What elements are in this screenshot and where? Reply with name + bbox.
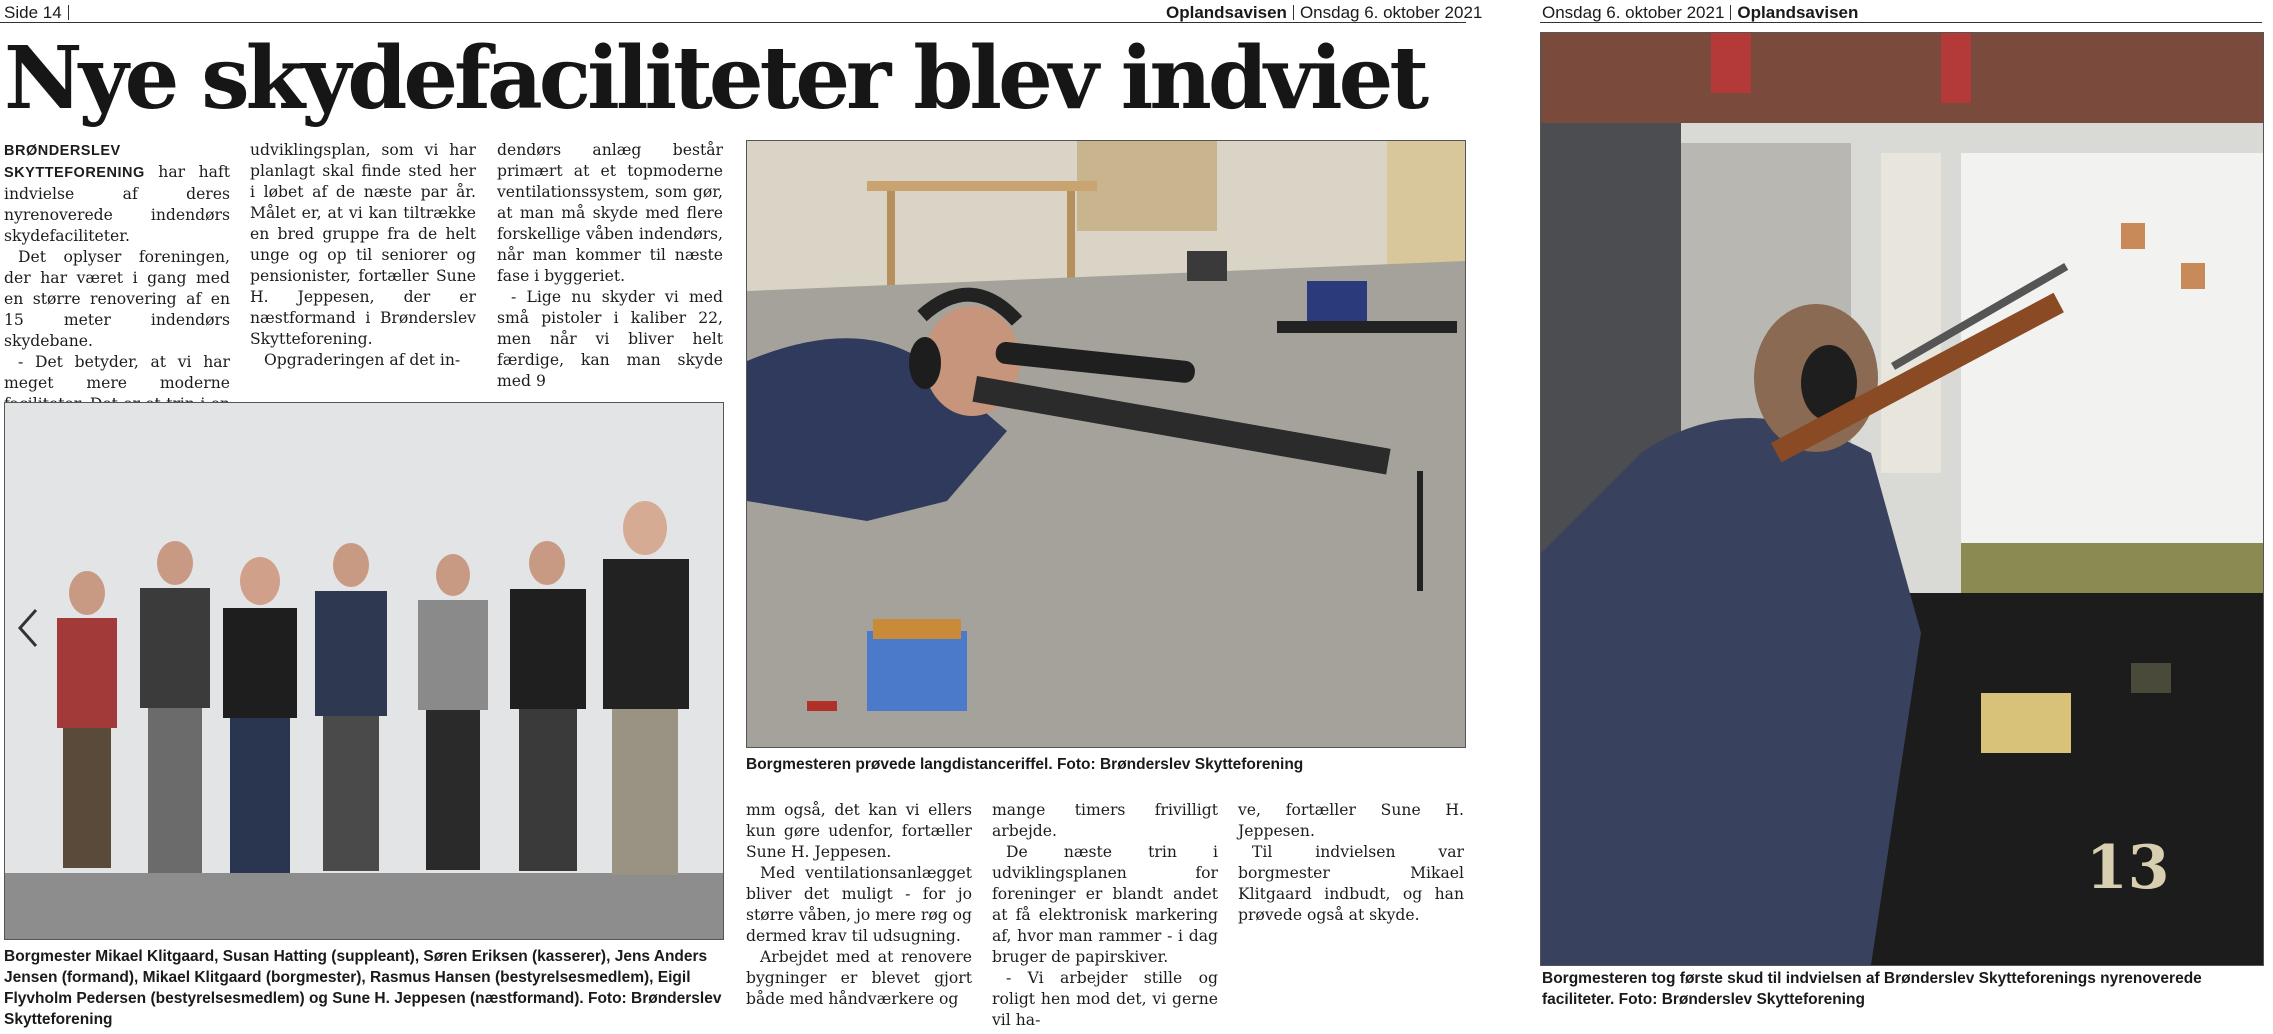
page-number: Side 14 xyxy=(4,3,75,23)
lane-number: 13 xyxy=(2086,833,2170,903)
chevron-left-icon xyxy=(14,606,44,650)
article-column-6: ve, fortæller Sune H. Jeppesen. Til indvielsen var borgmester Mikael Klitgaard indbudt, og han prøvede også at skyde. xyxy=(1238,801,1464,924)
publication-name: Oplandsavisen xyxy=(1166,3,1287,22)
shooting-range-photo xyxy=(1540,32,2264,966)
left-page-masthead xyxy=(1166,3,1482,23)
lead-caps: BRØNDERSLEV SKYTTEFORENING xyxy=(4,143,145,181)
publication-date: Onsdag 6. oktober 2021 xyxy=(1299,3,1483,22)
article-headline: Nye skydefaciliteter blev indviet xyxy=(4,28,1426,129)
article-column-5: mange timers frivilligt arbejde. De næste trin i udviklingsplanen for foreninger er blandt andet at få elektronisk markering af, hvor man rammer - i dag bruger de papirskiver. - Vi arbejder stille og roligt hen mod det, vi gerne vil ha- xyxy=(992,801,1218,1029)
rifle-photo xyxy=(746,140,1466,748)
header-rule xyxy=(0,22,1466,23)
group-photo xyxy=(4,402,724,940)
shooting-range-photo-caption: Borgmesteren tog første skud til indvielsen af Brønderslev Skytteforenings nyrenoverede faciliteter. Foto: Brønderslev Skytteforening xyxy=(1542,970,2202,1008)
right-page-masthead xyxy=(1542,3,1858,23)
group-photo-caption: Borgmester Mikael Klitgaard, Susan Hatting (suppleant), Søren Eriksen (kasserer), Jens Anders Jensen (formand), Mikael Klitgaard (borgmester), Rasmus Hansen (bestyrelsesmedlem), Eigil Flyvholm Pedersen (bestyrelsesmedlem) og Sune H. Jeppesen (næstformand). Foto: Brønderslev Skytteforening xyxy=(4,948,722,1028)
publication-name: Oplandsavisen xyxy=(1737,3,1859,22)
publication-date: Onsdag 6. oktober 2021 xyxy=(1542,3,1725,22)
previous-photo-button[interactable] xyxy=(14,606,44,650)
article-column-4: mm også, det kan vi ellers kun gøre udenfor, fortæller Sune H. Jeppesen. Med ventilationsanlægget bliver det muligt - for jo større våben, jo mere røg og dermed krav til udsugning. Arbejdet med at renovere bygninger er blevet gjort både med håndværkere og xyxy=(746,801,973,1008)
article-column-2: udviklingsplan, som vi har planlagt skal finde sted her i løbet af de næste par år. Målet er, at vi kan tiltrække en bred gruppe fra de helt unge og op til seniorer og pensionister, fortæller Sune H. Jeppesen, der er næstformand i Brønderslev Skytteforening. Opgraderingen af det in- xyxy=(250,141,476,369)
article-column-3: dendørs anlæg består primært at et topmoderne ventilationssystem, som gør, at man må skyde med flere forskellige våben indendørs, når man kommer til næste fase i byggeriet. - Lige nu skyder vi med små pistoler i kaliber 22, men når vi bliver helt færdige, kan man skyde med 9 xyxy=(497,141,723,390)
rifle-photo-caption: Borgmesteren prøvede langdistanceriffel. Foto: Brønderslev Skytteforening xyxy=(746,756,1304,773)
header-rule xyxy=(1540,22,2262,23)
article-column-1: BRØNDERSLEV SKYTTEFORENING har haft indvielse af deres nyrenoverede indendørs skydefaciliteter. Det oplyser foreningen, der har været i gang med en større renovering af en 15 meter indendørs skydebane. - Det betyder, at vi har meget mere moderne xyxy=(4,143,230,392)
